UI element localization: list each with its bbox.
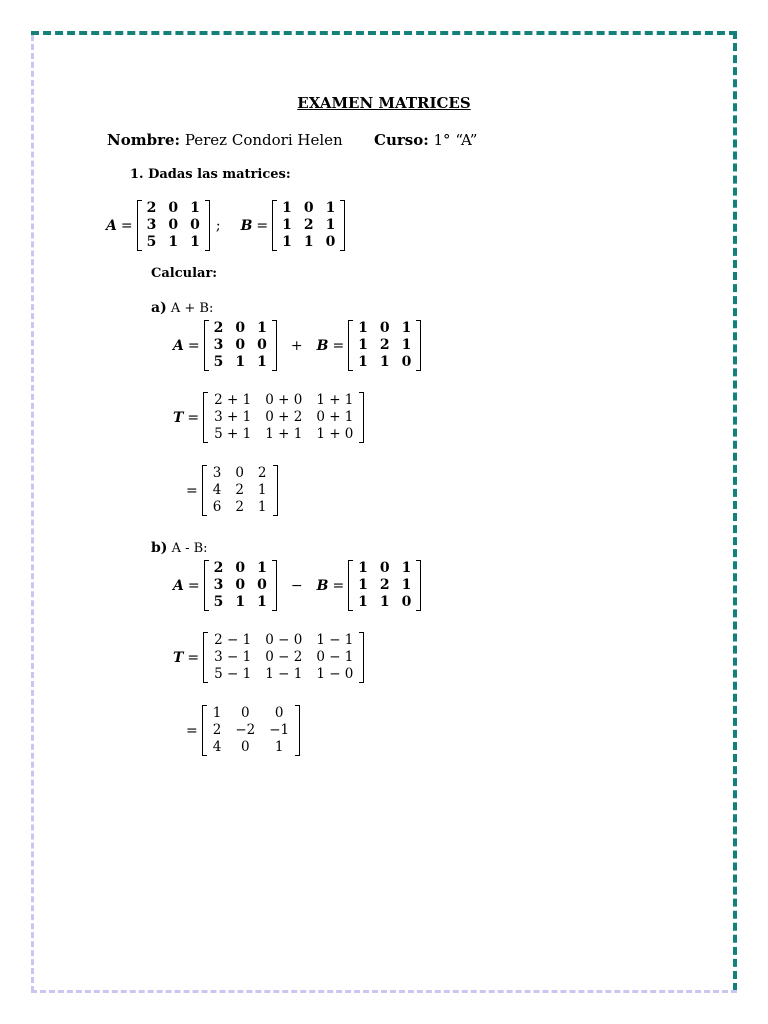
matrix-cell: 1: [257, 594, 267, 610]
matrix-cell: 1: [325, 200, 336, 216]
equals-sign: =: [187, 577, 200, 594]
matrix-cell: 1: [190, 234, 200, 250]
matrix-cell: 0 + 0: [265, 392, 303, 408]
part-a-operands: [173, 320, 421, 371]
matrix-row: [352, 320, 417, 337]
matrix-cell: 2: [379, 337, 390, 353]
matrix-cell: 3: [146, 217, 157, 233]
matrix-cell: 0: [235, 560, 246, 576]
matrix-cell: 1: [401, 320, 412, 336]
matrix-cell: 0: [325, 234, 336, 250]
matrix-cell: 1: [274, 739, 284, 755]
var-t: T: [173, 409, 184, 426]
matrix-cell: 1: [325, 217, 336, 233]
page-border-left: [31, 35, 34, 992]
matrix-cell: 5: [146, 234, 157, 250]
matrix-row: [141, 234, 206, 251]
matrix-cell: 0: [240, 705, 250, 721]
part-a-sum-expression: [173, 392, 364, 443]
part-b-tag: b): [151, 540, 168, 556]
matrix-a: [137, 200, 210, 251]
matrix-cell: 5 + 1: [214, 426, 252, 442]
page-border-right: [733, 31, 737, 991]
matrix-cell: 1: [401, 337, 412, 353]
matrix-cell: 3: [213, 577, 224, 593]
var-a: A: [173, 337, 184, 354]
name-value: Perez Condori Helen: [184, 131, 343, 149]
matrix-row: [141, 217, 206, 234]
matrix-cell: 2 − 1: [214, 632, 252, 648]
matrix-row: [207, 666, 360, 683]
matrix-cell: 0: [235, 337, 246, 353]
matrix-t-difference: [203, 632, 364, 683]
matrix-cell: 1: [358, 560, 368, 576]
matrix-cell: 1: [358, 594, 368, 610]
matrix-cell: 0: [257, 577, 267, 593]
equals-sign: =: [256, 217, 269, 234]
matrix-row: [206, 739, 296, 756]
matrix-cell: 1: [257, 354, 267, 370]
student-name: [107, 131, 343, 149]
matrix-b: [272, 200, 345, 251]
matrix-cell: 0 − 2: [265, 649, 303, 665]
matrix-cell: 0: [168, 200, 179, 216]
semicolon: ;: [215, 217, 221, 234]
part-b-label: A - B:: [171, 541, 208, 556]
matrix-cell: 3 + 1: [214, 409, 252, 425]
part-a-tag: a): [151, 300, 167, 316]
matrix-cell: 1: [379, 594, 390, 610]
matrix-cell: 0: [379, 320, 390, 336]
matrix-cell: 1: [235, 594, 246, 610]
equals-sign: =: [332, 337, 345, 354]
matrix-row: [141, 200, 206, 217]
matrix-cell: 1 − 0: [316, 666, 354, 682]
matrix-t-sum: [203, 392, 364, 443]
matrix-cell: 0 − 1: [316, 649, 354, 665]
matrix-row: [352, 354, 417, 371]
var-a: A: [173, 577, 184, 594]
matrix-cell: 0: [257, 337, 267, 353]
matrix-row: [207, 649, 360, 666]
matrix-row: [208, 320, 273, 337]
matrix-cell: 1: [168, 234, 179, 250]
matrix-cell: 1 + 1: [316, 392, 354, 408]
matrix-row: [206, 465, 274, 482]
matrix-cell: 1: [358, 577, 368, 593]
matrix-sum-result: [202, 465, 278, 516]
matrix-row: [352, 594, 417, 611]
matrix-cell: 1 − 1: [316, 632, 354, 648]
matrix-cell: 1: [379, 354, 390, 370]
matrix-cell: 0 + 2: [265, 409, 303, 425]
matrix-row: [207, 632, 360, 649]
matrix-row: [208, 594, 273, 611]
part-b-result: [186, 705, 300, 756]
matrix-cell: 0 − 0: [265, 632, 303, 648]
matrix-row: [352, 560, 417, 577]
minus-operator: −: [290, 577, 303, 594]
matrix-cell: 2: [379, 577, 390, 593]
matrix-cell: 2: [303, 217, 314, 233]
matrix-cell: 3: [213, 337, 224, 353]
matrix-cell: 1: [358, 337, 368, 353]
part-a-label: A + B:: [170, 301, 214, 316]
matrix-cell: 0 + 1: [316, 409, 354, 425]
matrix-row: [208, 354, 273, 371]
matrix-row: [208, 577, 273, 594]
matrix-row: [206, 482, 274, 499]
equals-sign: =: [186, 722, 198, 739]
matrix-cell: 2: [213, 320, 224, 336]
equals-sign: =: [187, 337, 200, 354]
matrix-row: [352, 337, 417, 354]
matrix-cell: −2: [235, 722, 256, 738]
matrix-row: [276, 234, 341, 251]
matrix-difference-result: [202, 705, 300, 756]
matrix-cell: 0: [401, 594, 412, 610]
matrix-cell: 1: [282, 217, 292, 233]
part-a-heading: [151, 300, 213, 316]
given-matrices: [106, 200, 345, 251]
matrix-row: [207, 409, 360, 426]
student-course: [374, 131, 477, 149]
matrix-cell: 1 + 1: [265, 426, 303, 442]
equals-sign: =: [187, 649, 200, 666]
matrix-cell: 0: [379, 560, 390, 576]
page-border-top: [31, 31, 737, 35]
matrix-cell: 1: [257, 320, 267, 336]
part-b-difference-expression: [173, 632, 364, 683]
matrix-cell: 0: [274, 705, 284, 721]
matrix-row: [206, 499, 274, 516]
course-label: Curso:: [374, 131, 429, 149]
matrix-row: [206, 722, 296, 739]
plus-operator: +: [290, 337, 303, 354]
matrix-row: [276, 217, 341, 234]
matrix-a: [204, 560, 277, 611]
matrix-cell: 0: [235, 577, 246, 593]
matrix-cell: 2: [235, 499, 244, 515]
matrix-cell: 1: [190, 200, 200, 216]
matrix-cell: 1: [358, 320, 368, 336]
part-b-heading: [151, 540, 208, 556]
matrix-cell: 5 − 1: [214, 666, 252, 682]
equals-sign: =: [332, 577, 345, 594]
calcular-label: Calcular:: [151, 266, 218, 281]
matrix-row: [208, 560, 273, 577]
matrix-cell: 1: [212, 705, 222, 721]
matrix-row: [352, 577, 417, 594]
part-b-operands: [173, 560, 421, 611]
var-t: T: [173, 649, 184, 666]
matrix-cell: 3: [212, 465, 222, 481]
matrix-cell: 5: [213, 354, 224, 370]
matrix-b: [348, 320, 421, 371]
matrix-cell: 2: [146, 200, 157, 216]
matrix-cell: 6: [212, 499, 222, 515]
matrix-row: [276, 200, 341, 217]
matrix-row: [207, 392, 360, 409]
matrix-cell: 2: [213, 560, 224, 576]
equals-sign: =: [186, 482, 198, 499]
matrix-cell: 0: [303, 200, 314, 216]
matrix-cell: 0: [168, 217, 179, 233]
matrix-cell: 1: [257, 499, 267, 515]
equals-sign: =: [187, 409, 200, 426]
matrix-cell: 1: [257, 482, 267, 498]
matrix-cell: −1: [269, 722, 290, 738]
matrix-cell: 1: [303, 234, 314, 250]
matrix-cell: 1: [401, 577, 412, 593]
matrix-cell: 0: [235, 320, 246, 336]
name-label: Nombre:: [107, 131, 181, 149]
part-a-result: [186, 465, 278, 516]
matrix-a: [204, 320, 277, 371]
var-b: B: [240, 217, 253, 234]
matrix-cell: 1: [235, 354, 246, 370]
matrix-cell: 4: [212, 482, 222, 498]
exam-title: EXAMEN MATRICES: [297, 94, 471, 112]
matrix-cell: 0: [235, 465, 244, 481]
matrix-cell: 1 − 1: [265, 666, 303, 682]
matrix-cell: 0: [401, 354, 412, 370]
matrix-cell: 2 + 1: [214, 392, 252, 408]
matrix-row: [207, 426, 360, 443]
matrix-cell: 1: [401, 560, 412, 576]
matrix-cell: 0: [190, 217, 200, 233]
matrix-cell: 1: [282, 234, 292, 250]
matrix-b: [348, 560, 421, 611]
matrix-cell: 1: [358, 354, 368, 370]
matrix-cell: 5: [213, 594, 224, 610]
matrix-cell: 0: [240, 739, 250, 755]
matrix-row: [208, 337, 273, 354]
matrix-cell: 3 − 1: [214, 649, 252, 665]
matrix-cell: 1 + 0: [316, 426, 354, 442]
matrix-cell: 2: [212, 722, 222, 738]
matrix-cell: 2: [235, 482, 244, 498]
question-1: 1. Dadas las matrices:: [130, 167, 291, 182]
page-border-bottom: [31, 990, 737, 993]
matrix-cell: 4: [212, 739, 222, 755]
var-a: A: [106, 217, 117, 234]
matrix-cell: 2: [257, 465, 267, 481]
matrix-row: [206, 705, 296, 722]
course-value: 1° “A”: [433, 131, 478, 149]
matrix-cell: 1: [282, 200, 292, 216]
matrix-cell: 1: [257, 560, 267, 576]
var-b: B: [316, 337, 329, 354]
equals-sign: =: [120, 217, 133, 234]
var-b: B: [316, 577, 329, 594]
